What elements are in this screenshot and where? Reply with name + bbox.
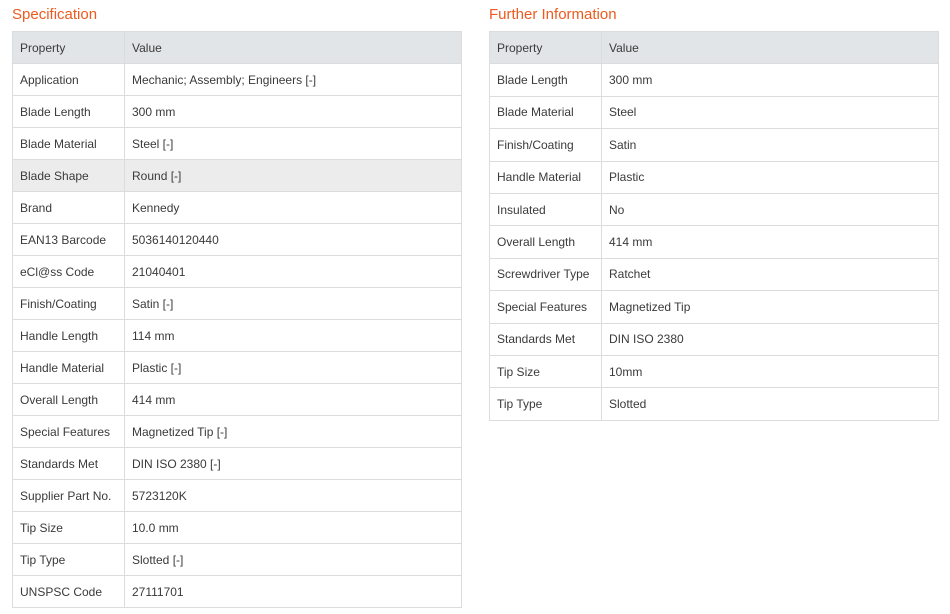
value-cell: Plastic bbox=[602, 161, 939, 193]
value-cell: Plastic [-] bbox=[125, 352, 462, 384]
value-cell: Slotted [-] bbox=[125, 544, 462, 576]
table-row bbox=[13, 416, 462, 448]
value-cell: Mechanic; Assembly; Engineers [-] bbox=[125, 64, 462, 96]
property-cell: Brand bbox=[13, 192, 125, 224]
table-row bbox=[490, 129, 939, 161]
further-information-rows bbox=[490, 64, 939, 420]
value-cell: Kennedy bbox=[125, 192, 462, 224]
table-row bbox=[13, 256, 462, 288]
table-row bbox=[490, 161, 939, 193]
table-row bbox=[13, 288, 462, 320]
value-cell: Satin [-] bbox=[125, 288, 462, 320]
table-row bbox=[13, 128, 462, 160]
table-row bbox=[13, 64, 462, 96]
property-cell: Tip Size bbox=[13, 512, 125, 544]
table-row bbox=[13, 96, 462, 128]
table-row bbox=[13, 576, 462, 608]
table-header-row bbox=[490, 32, 939, 64]
value-cell: Steel [-] bbox=[125, 128, 462, 160]
value-column-header: Value bbox=[125, 32, 462, 64]
value-cell: Ratchet bbox=[602, 258, 939, 290]
property-cell: Blade Length bbox=[490, 64, 602, 96]
property-cell: Overall Length bbox=[490, 226, 602, 258]
value-cell: 414 mm bbox=[602, 226, 939, 258]
property-cell: Finish/Coating bbox=[13, 288, 125, 320]
table-row bbox=[13, 544, 462, 576]
property-cell: Handle Material bbox=[490, 161, 602, 193]
property-cell: Handle Material bbox=[13, 352, 125, 384]
table-row bbox=[13, 480, 462, 512]
value-cell: Round [-] bbox=[125, 160, 462, 192]
value-cell: Magnetized Tip [-] bbox=[125, 416, 462, 448]
table-row bbox=[13, 192, 462, 224]
table-header-row bbox=[13, 32, 462, 64]
property-cell: Blade Material bbox=[490, 96, 602, 128]
value-cell: 300 mm bbox=[125, 96, 462, 128]
table-row bbox=[13, 352, 462, 384]
table-row bbox=[490, 64, 939, 96]
value-cell: Slotted bbox=[602, 388, 939, 420]
value-cell: 10mm bbox=[602, 355, 939, 387]
property-cell: Tip Size bbox=[490, 355, 602, 387]
value-cell: No bbox=[602, 193, 939, 225]
property-cell: Tip Type bbox=[13, 544, 125, 576]
table-row bbox=[13, 320, 462, 352]
property-cell: Standards Met bbox=[490, 323, 602, 355]
value-cell: DIN ISO 2380 bbox=[602, 323, 939, 355]
value-cell: DIN ISO 2380 [-] bbox=[125, 448, 462, 480]
table-row bbox=[490, 388, 939, 420]
specification-title: Specification bbox=[12, 6, 98, 23]
property-cell: Blade Length bbox=[13, 96, 125, 128]
property-cell: UNSPSC Code bbox=[13, 576, 125, 608]
value-cell: Steel bbox=[602, 96, 939, 128]
value-cell: Magnetized Tip bbox=[602, 291, 939, 323]
property-cell: Tip Type bbox=[490, 388, 602, 420]
value-column-header: Value bbox=[602, 32, 939, 64]
table-row bbox=[490, 258, 939, 290]
property-cell: Application bbox=[13, 64, 125, 96]
table-row bbox=[13, 448, 462, 480]
property-cell: eCl@ss Code bbox=[13, 256, 125, 288]
value-cell: Satin bbox=[602, 129, 939, 161]
property-cell: Screwdriver Type bbox=[490, 258, 602, 290]
value-cell: 27111701 bbox=[125, 576, 462, 608]
value-cell: 21040401 bbox=[125, 256, 462, 288]
property-cell: Insulated bbox=[490, 193, 602, 225]
table-row bbox=[490, 193, 939, 225]
value-cell: 414 mm bbox=[125, 384, 462, 416]
property-cell: Overall Length bbox=[13, 384, 125, 416]
value-cell: 114 mm bbox=[125, 320, 462, 352]
table-row bbox=[13, 512, 462, 544]
table-row bbox=[490, 96, 939, 128]
property-cell: Blade Shape bbox=[13, 160, 125, 192]
value-cell: 5723120K bbox=[125, 480, 462, 512]
property-cell: Special Features bbox=[13, 416, 125, 448]
property-cell: Supplier Part No. bbox=[13, 480, 125, 512]
property-cell: EAN13 Barcode bbox=[13, 224, 125, 256]
property-cell: Handle Length bbox=[13, 320, 125, 352]
specification-rows bbox=[13, 64, 462, 608]
further-information-title: Further Information bbox=[489, 6, 617, 23]
table-row bbox=[13, 384, 462, 416]
table-row bbox=[13, 160, 462, 192]
table-row bbox=[490, 226, 939, 258]
further-information-table bbox=[489, 31, 939, 421]
value-cell: 5036140120440 bbox=[125, 224, 462, 256]
property-cell: Blade Material bbox=[13, 128, 125, 160]
property-cell: Special Features bbox=[490, 291, 602, 323]
table-row bbox=[490, 323, 939, 355]
value-cell: 10.0 mm bbox=[125, 512, 462, 544]
table-row bbox=[490, 355, 939, 387]
table-row bbox=[13, 224, 462, 256]
property-column-header: Property bbox=[490, 32, 602, 64]
property-column-header: Property bbox=[13, 32, 125, 64]
property-cell: Finish/Coating bbox=[490, 129, 602, 161]
specification-table bbox=[12, 31, 462, 608]
property-cell: Standards Met bbox=[13, 448, 125, 480]
table-row bbox=[490, 291, 939, 323]
value-cell: 300 mm bbox=[602, 64, 939, 96]
